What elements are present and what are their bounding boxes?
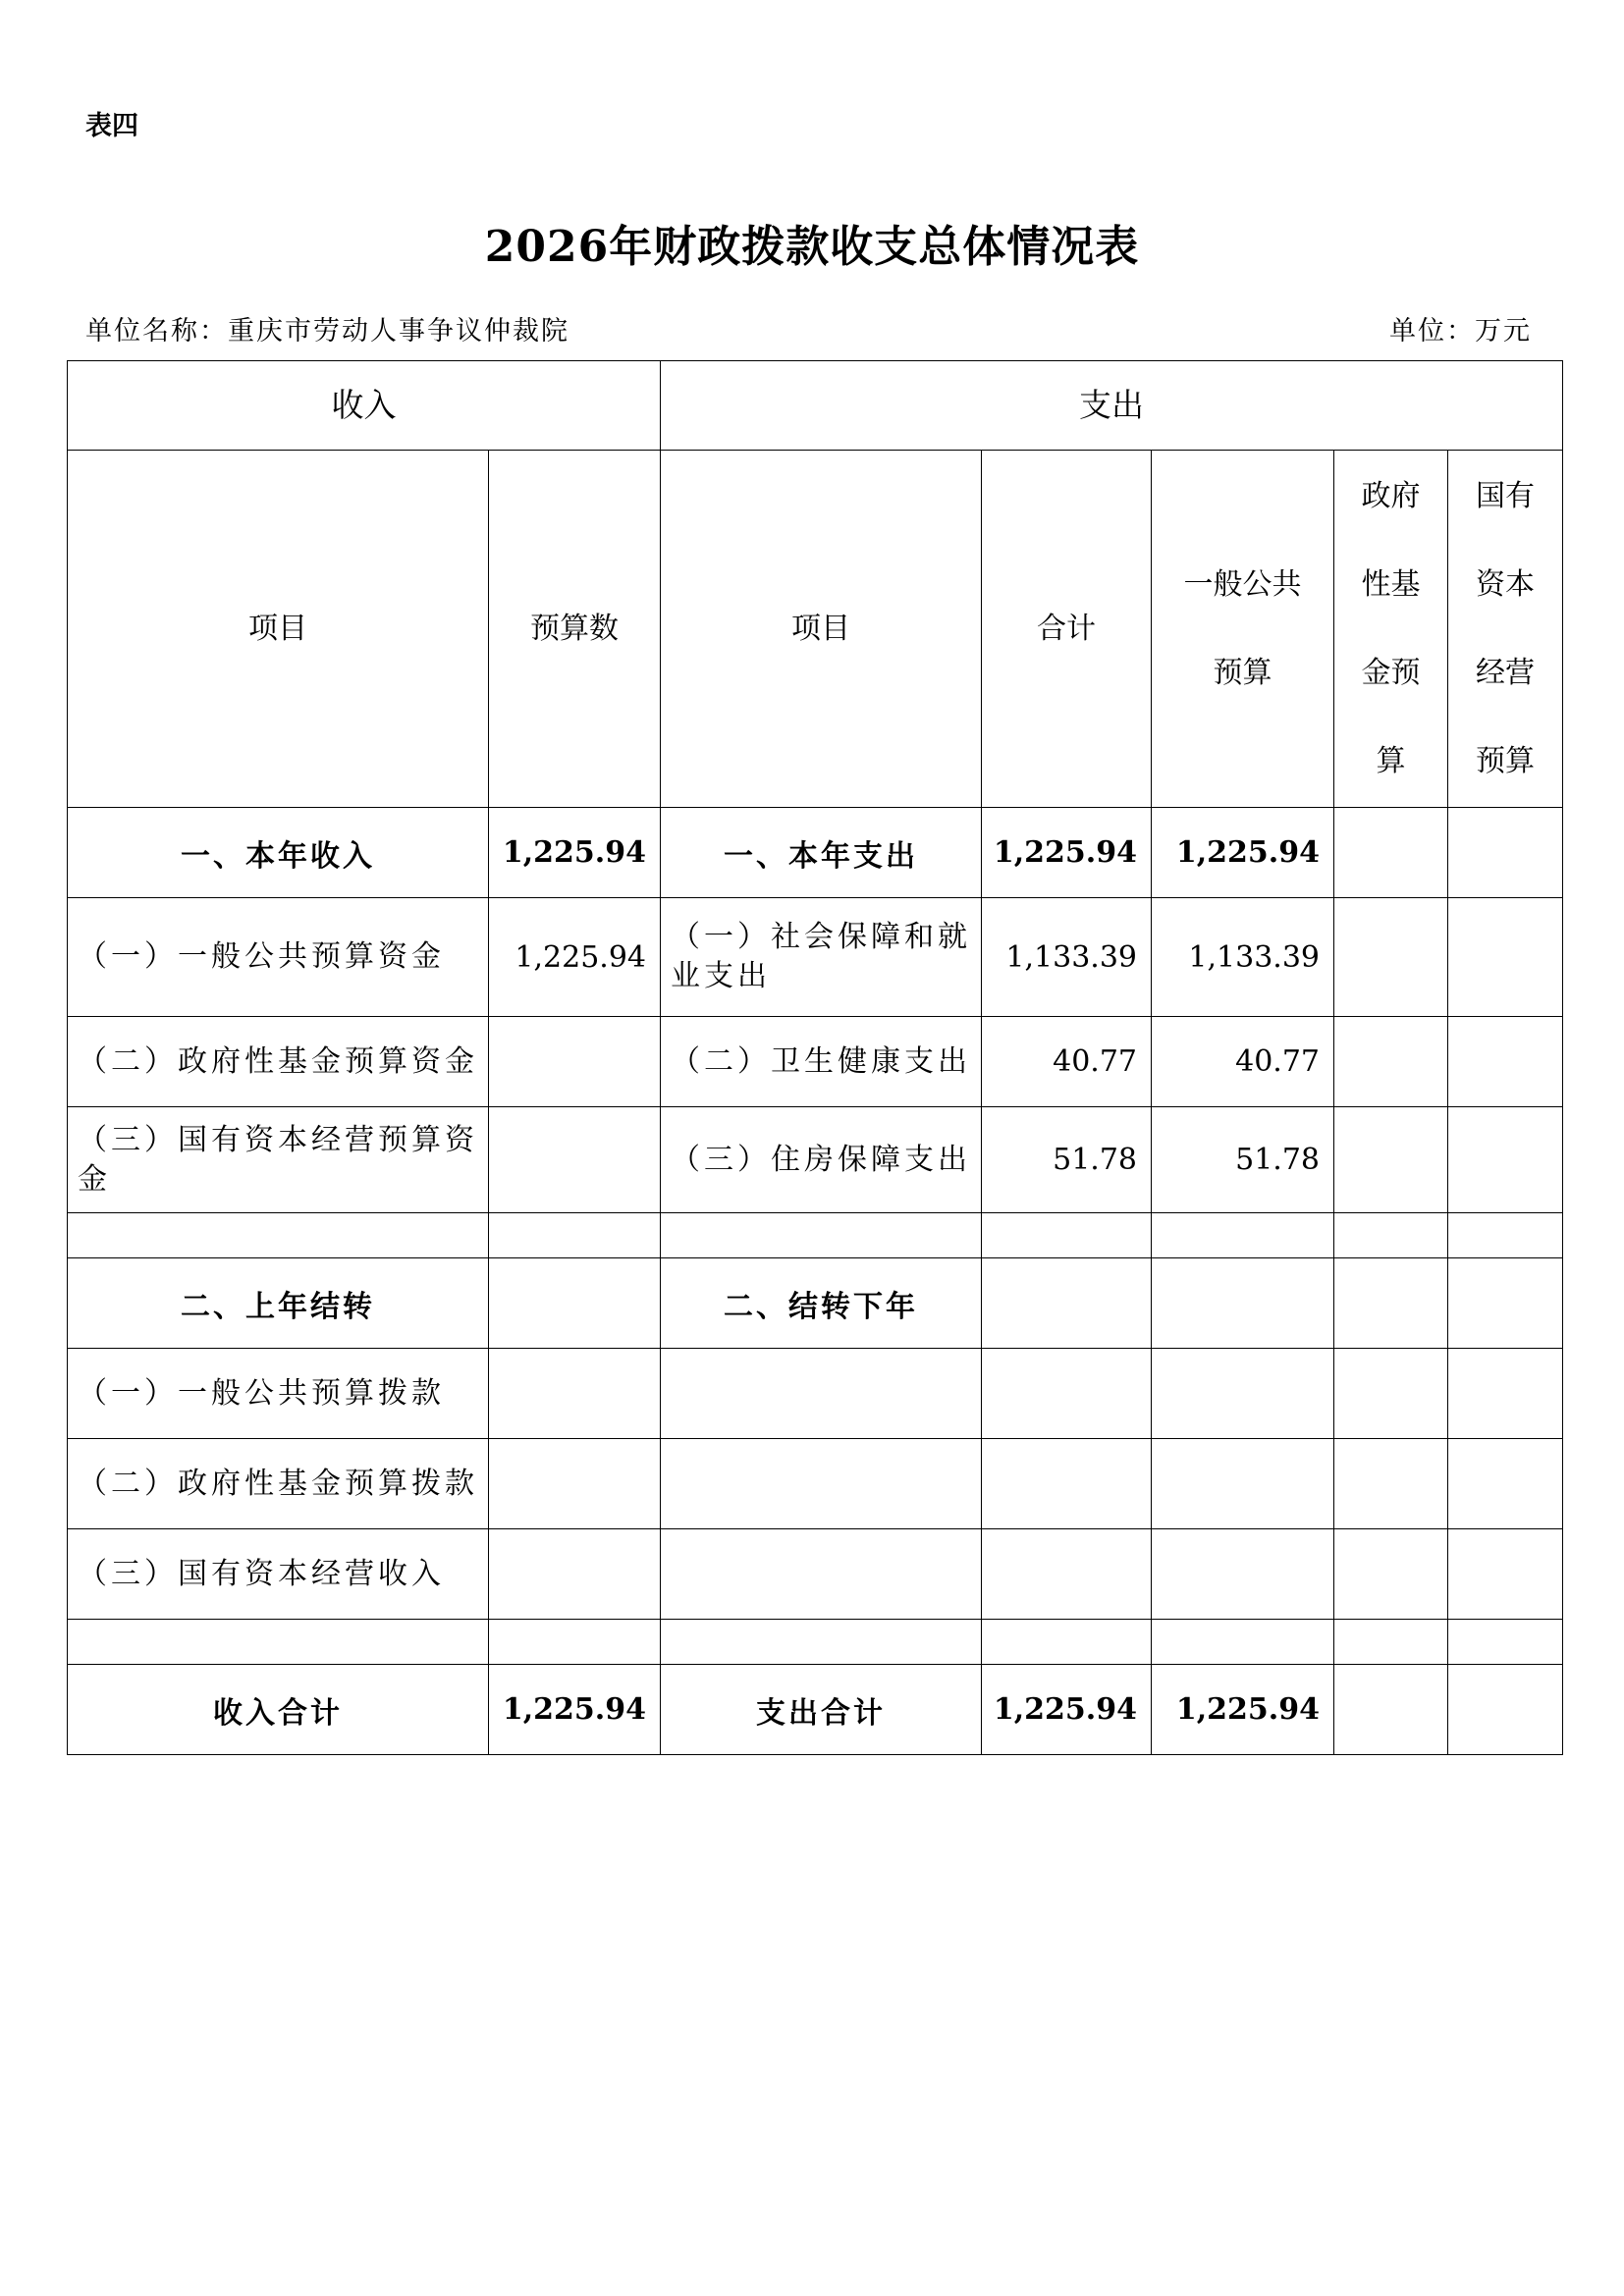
budget-table [67,360,1563,1755]
table-row [68,1439,1563,1529]
income-item: （二）政府性基金预算拨款 [68,1439,489,1529]
unit-label: 单位：万元 [1389,316,1532,347]
capital-value [1448,808,1563,898]
capital-value [1448,1258,1563,1349]
total-value [982,1439,1152,1529]
total-value [982,1349,1152,1439]
income-value [489,1529,661,1620]
table-row [68,1620,1563,1665]
general-value: 1,133.39 [1152,898,1334,1017]
table-row [68,808,1563,898]
total-value [982,1258,1152,1349]
capital-value [1448,1107,1563,1213]
table-row [68,1349,1563,1439]
income-item: （一）一般公共预算拨款 [68,1349,489,1439]
empty-cell [1448,1213,1563,1258]
expense-item: （三）住房保障支出 [661,1107,982,1213]
expense-item: 二、结转下年 [661,1258,982,1349]
table-row [68,1107,1563,1213]
page-title: 2026年财政拨款收支总体情况表 [484,222,1140,272]
empty-cell [1334,1213,1448,1258]
income-value [489,1349,661,1439]
empty-cell [489,1620,661,1665]
capital-value [1448,898,1563,1017]
empty-cell [1152,1213,1334,1258]
empty-cell [68,1620,489,1665]
empty-cell [661,1213,982,1258]
fund-value [1334,1017,1448,1107]
expense-item: （二）卫生健康支出 [661,1017,982,1107]
income-item: （三）国有资本经营预算资金 [68,1107,489,1213]
table-row [68,1529,1563,1620]
total-header: 合计 [982,451,1152,808]
capital-value [1448,1529,1563,1620]
income-value [489,1107,661,1213]
expense-item: 一、本年支出 [661,808,982,898]
income-item: （一）一般公共预算资金 [68,898,489,1017]
expense-item [661,1529,982,1620]
income-value [489,1017,661,1107]
general-value: 51.78 [1152,1107,1334,1213]
capital-value [1448,1017,1563,1107]
income-value [489,1258,661,1349]
empty-cell [661,1620,982,1665]
state-capital-header: 国有资本经营预算 [1448,451,1563,808]
fund-value [1334,808,1448,898]
fund-value [1334,1529,1448,1620]
page-label: 表四 [85,111,138,141]
table-row [68,1258,1563,1349]
income-item: 二、上年结转 [68,1258,489,1349]
expense-item [661,1349,982,1439]
income-item-header: 项目 [68,451,489,808]
empty-cell [982,1213,1152,1258]
general-budget-header: 一般公共预算 [1152,451,1334,808]
fund-value [1334,1439,1448,1529]
fund-value [1334,1665,1448,1755]
empty-cell [68,1213,489,1258]
income-value: 1,225.94 [489,898,661,1017]
capital-value [1448,1349,1563,1439]
gov-fund-header: 政府性基金预算 [1334,451,1448,808]
income-item: （二）政府性基金预算资金 [68,1017,489,1107]
general-value: 1,225.94 [1152,808,1334,898]
table-row [68,1213,1563,1258]
total-value [982,1529,1152,1620]
total-value: 1,225.94 [982,808,1152,898]
total-value: 1,133.39 [982,898,1152,1017]
total-value: 1,225.94 [982,1665,1152,1755]
fund-value [1334,1349,1448,1439]
general-value [1152,1439,1334,1529]
capital-value [1448,1665,1563,1755]
empty-cell [1152,1620,1334,1665]
income-total-value: 1,225.94 [489,1665,661,1755]
general-value [1152,1349,1334,1439]
table-row [68,1017,1563,1107]
table-row [68,898,1563,1017]
general-value [1152,1529,1334,1620]
expense-header: 支出 [661,361,1563,451]
income-value [489,1439,661,1529]
expense-item [661,1439,982,1529]
income-item: 一、本年收入 [68,808,489,898]
expense-item: （一）社会保障和就业支出 [661,898,982,1017]
income-value: 1,225.94 [489,808,661,898]
fund-value [1334,1258,1448,1349]
fund-value [1334,898,1448,1017]
general-value: 40.77 [1152,1017,1334,1107]
general-value: 1,225.94 [1152,1665,1334,1755]
budget-amount-header: 预算数 [489,451,661,808]
unit-name: 单位名称：重庆市劳动人事争议仲裁院 [85,316,569,347]
empty-cell [1448,1620,1563,1665]
total-value: 40.77 [982,1017,1152,1107]
total-value: 51.78 [982,1107,1152,1213]
general-value [1152,1258,1334,1349]
empty-cell [1334,1620,1448,1665]
income-header: 收入 [68,361,661,451]
totals-row [68,1665,1563,1755]
empty-cell [489,1213,661,1258]
capital-value [1448,1439,1563,1529]
income-item: （三）国有资本经营收入 [68,1529,489,1620]
empty-cell [982,1620,1152,1665]
income-total-label: 收入合计 [68,1665,489,1755]
expense-item-header: 项目 [661,451,982,808]
expense-total-label: 支出合计 [661,1665,982,1755]
fund-value [1334,1107,1448,1213]
